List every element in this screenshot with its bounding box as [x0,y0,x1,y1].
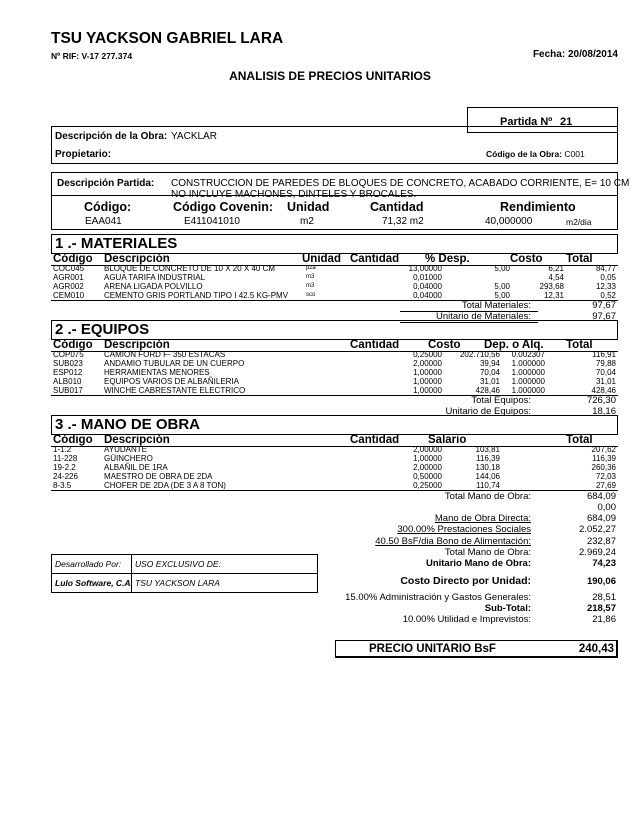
eq-cell-desc: WINCHE CABRESTANTE ELECTRICO [104,386,246,395]
eq-rows-bottom-line [51,395,618,396]
partida-v-rend: 40,000000 [485,216,533,227]
eq-cell-dep: 1.000000 [511,359,545,368]
materiales-section-title: 1 .- MATERIALES [51,234,618,254]
mat-cell-codigo: COC045 [53,264,85,273]
mat-total-underline [400,311,538,312]
mat-cell-costo: 4,54 [548,273,564,282]
mat-unit-label: Unitario de Materiales: [435,311,531,322]
dev-label: Desarrollado Por: [55,559,122,569]
mo-total2-label: Total Mano de Obra: [444,547,531,558]
eq-h-codigo: Código [53,339,93,351]
partida-v-unidad: m2 [300,216,314,227]
eq-cell-cantidad: 1,00000 [413,377,442,386]
mat-cell-unidad: sco [306,292,316,298]
eq-h-costo: Costo [428,339,461,351]
mo-unit-label: Unitario Mano de Obra: [425,558,531,569]
eq-cell-codigo: ESP012 [53,368,83,377]
table-row [53,273,616,282]
dev-value: Lulo Software, C.A. [55,578,133,588]
partida-desc-label: Descripción Partida: [57,178,155,189]
table-row [53,359,616,368]
partida-number: 21 [560,116,573,128]
obra-desc-label: Descripción de la Obra: [55,131,168,142]
partida-desc-line2: NO INCLUYE MACHONES, DINTELES Y BROCALES. [171,189,417,200]
partida-v-rend-unit: m2/dia [566,217,592,227]
eq-cell-cantidad: 2,00000 [413,359,442,368]
eq-cell-cantidad: 0,25000 [413,350,442,359]
mo-cell-total: 207,62 [591,445,616,454]
mo-cell-total: 72,03 [595,472,616,481]
mat-h-desp: % Desp. [425,253,470,265]
mat-cell-cantidad: 13,00000 [408,264,442,273]
utilidad-label: 10.00% Utilidad e Imprevistos: [402,614,531,625]
mo-cell-salario: 103,81 [475,445,500,454]
mo-h-salario: Salario [428,434,467,446]
mo-cell-desc: CHOFER DE 2DA (DE 3 A 8 TON) [104,481,226,490]
propietario-label: Propietario: [55,149,112,160]
mo-directa-value: 684,09 [586,513,616,524]
mo-h-cantidad: Cantidad [350,434,400,446]
mat-h-total: Total [566,253,593,265]
obra-desc-value: YACKLAR [171,131,217,142]
developer-box-divider [51,573,318,574]
mo-cell-desc: ALBAÑIL DE 1RA [104,463,168,472]
mo-directa-label: Mano de Obra Directa: [434,513,531,524]
mat-h-costo: Costo [510,253,543,265]
mat-cell-total: 12,33 [595,282,616,291]
subtotal-value: 218,57 [586,603,616,614]
mo-cell-codigo: 11-228 [53,454,78,463]
codigo-obra-label: Código de la Obra: [486,149,563,159]
mo-cell-desc: AYUDANTE [104,445,147,454]
mat-cell-unidad: m3 [306,274,315,280]
mo-total-value: 684,09 [586,491,616,502]
eq-cell-dep: 1.000000 [511,386,545,395]
partida-h-codigo: Código: [84,200,132,214]
mat-cell-total: 84,77 [595,264,616,273]
mat-h-descripcion: Descripción [104,253,170,265]
eq-h-descripcion: Descripción [104,339,170,351]
mo-prest-value: 2.052,27 [579,524,616,535]
eq-cell-costo: 428,46 [475,386,500,395]
utilidad-value: 21,86 [592,614,616,625]
mat-cell-codigo: AGR001 [53,273,84,282]
mo-cell-cantidad: 2,00000 [413,445,442,454]
eq-cell-desc: HERRAMIENTAS MENORES [104,368,210,377]
mo-unit-value: 74,23 [592,558,616,569]
mat-cell-total: 0,05 [600,273,616,282]
admin-label: 15.00% Administración y Gastos Generales: [345,592,531,603]
eq-cell-total: 31,01 [595,377,616,386]
mat-cell-codigo: CEM010 [53,291,85,300]
eq-cell-costo: 31,01 [479,377,500,386]
mat-h-cantidad: Cantidad [350,253,400,265]
eq-cell-costo: 70,04 [479,368,500,377]
partida-h-unidad: Unidad [287,200,330,214]
mo-cell-salario: 116,39 [476,454,500,463]
mo-cell-total: 27,69 [595,481,616,490]
mat-cell-cantidad: 0,04000 [413,291,442,300]
uso-label: USO EXCLUSIVO DE: [135,559,221,569]
mo-cell-desc: MAESTRO DE OBRA DE 2DA [104,472,213,481]
table-row [53,377,616,386]
mo-cell-codigo: 24-226 [53,472,78,481]
fecha: Fecha: 20/08/2014 [532,49,618,60]
mo-cell-total: 116,39 [592,454,616,463]
mat-rows-bottom-line [51,300,618,301]
precio-unitario-label: PRECIO UNITARIO BsF [369,643,496,655]
partida-label: Partida Nº [500,116,553,128]
mo-cell-total: 260,36 [591,463,616,472]
mo-cell-cantidad: 0,25000 [413,481,442,490]
partida-desc-line1: CONSTRUCCION DE PAREDES DE BLOQUES DE CONCRETO, ACABADO CORRIENTE, E= 10 CM [171,178,630,189]
eq-cell-desc: EQUIPOS VARIOS DE ALBAÑILERIA [104,377,240,386]
mat-cell-desc: ARENA LIGADA POLVILLO [104,282,203,291]
mo-cell-salario: 144,06 [475,472,500,481]
table-row [53,463,616,472]
eq-cell-desc: ANDAMIO TUBULAR DE UN CUERPO [104,359,245,368]
eq-h-cantidad: Cantidad [350,339,400,351]
mo-cell-desc: GÜINCHERO [104,454,153,463]
mo-bono-label: 40.50 BsF/dia Bono de Alimentación: [375,536,531,547]
mo-cell-salario: 110,74 [476,481,500,490]
partida-h-rendimiento: Rendimiento [500,200,576,214]
subtotal-label: Sub-Total: [484,603,531,614]
mano-section-title: 3 .- MANO DE OBRA [51,415,618,435]
table-row [53,350,616,359]
mo-total-label: Total Mano de Obra: [444,491,531,502]
admin-value: 28,51 [592,592,616,603]
table-row [53,282,616,291]
mat-cell-costo: 6,21 [548,264,564,273]
table-row [53,368,616,377]
mo-cell-cantidad: 2,00000 [413,463,442,472]
eq-cell-codigo: SUB017 [53,386,83,395]
mat-cell-cantidad: 0,04000 [413,282,442,291]
mo-cell-cantidad: 0,50000 [413,472,442,481]
table-row [53,472,616,481]
eq-cell-costo: 39,94 [479,359,500,368]
eq-cell-total: 70,04 [595,368,616,377]
mat-cell-desc: AGUA TARIFA INDUSTRIAL [104,273,206,282]
eq-cell-total: 428,46 [591,386,616,395]
table-row [53,386,616,395]
mo-bono-value: 232,87 [586,536,616,547]
page-title: ANALISIS DE PRECIOS UNITARIOS [229,69,431,83]
mo-cell-salario: 130,18 [475,463,500,472]
company-name: TSU YACKSON GABRIEL LARA [51,30,284,47]
eq-cell-codigo: ALB010 [53,377,82,386]
mat-cell-cantidad: 0,01000 [413,273,442,282]
partida-h-cantidad: Cantidad [370,200,424,214]
eq-cell-total: 116,91 [592,350,616,359]
eq-total-label: Total Equipos: [471,395,531,406]
mo-h-total: Total [566,434,593,446]
equipos-section-title: 2 .- EQUIPOS [51,320,618,340]
mo-zero-value: 0,00 [597,502,616,513]
mo-cell-cantidad: 1,00000 [413,454,442,463]
partida-v-codigo: EAA041 [85,216,122,227]
partida-v-cantidad: 71,32 m2 [382,216,424,227]
mat-cell-unidad: m3 [306,283,315,289]
eq-unit-value: 18,16 [592,406,616,417]
table-row [53,481,616,490]
table-row [53,445,616,454]
partida-h-covenin: Código Covenin: [173,200,273,214]
codigo-obra-value: C001 [564,149,585,159]
mo-rows-bottom-line [51,490,618,491]
mat-cell-codigo: AGR002 [53,282,84,291]
mat-cell-costo: 293,68 [539,282,564,291]
rif: Nº RIF: V-17 277.374 [51,51,133,61]
mat-cell-desc: CEMENTO GRIS PORTLAND TIPO I 42.5 KG-PMV [104,291,289,300]
uso-value: TSU YACKSON LARA [135,578,220,588]
costo-directo-value: 190,06 [586,576,616,587]
eq-cell-dep: 0.002307 [511,350,545,359]
eq-cell-desc: CAMION FORD F- 350 ESTACAS [104,350,226,359]
mat-total-label: Total Materiales: [461,300,531,311]
mo-h-descripcion: Descripción [104,434,170,446]
partida-v-covenin: E411041010 [184,216,240,227]
mat-cell-costo: 12,31 [543,291,564,300]
eq-cell-codigo: COP075 [53,350,84,359]
eq-cell-cantidad: 1,00000 [413,368,442,377]
mat-total-value: 97,67 [592,300,616,311]
mat-h-codigo: Código [53,253,93,265]
mo-h-codigo: Código [53,434,93,446]
mat-cell-desp: 5,00 [494,282,510,291]
mat-cell-total: 0,52 [600,291,616,300]
precio-unitario-value: 240,43 [578,643,614,655]
mo-cell-codigo: 8-3.5 [53,481,72,490]
costo-directo-label: Costo Directo por Unidad: [400,575,531,587]
table-row [53,454,616,463]
mat-cell-unidad: pza [306,265,316,271]
mo-prest-label: 300.00% Prestaciones Sociales [397,524,531,535]
eq-cell-dep: 1.000000 [511,368,545,377]
mo-cell-codigo: 1-1.2 [53,445,72,454]
eq-cell-cantidad: 1,00000 [413,386,442,395]
mo-cell-codigo: 19-2.2 [53,463,76,472]
eq-h-dep: Dep. o Alq. [484,339,544,351]
eq-h-total: Total [566,339,593,351]
mat-h-unidad: Unidad [302,253,341,265]
eq-unit-label: Unitario de Equipos: [445,406,531,417]
mat-cell-desp: 5,00 [494,291,510,300]
eq-cell-total: 79,88 [595,359,616,368]
eq-cell-costo: 202.710,56 [459,350,500,359]
codigo-obra [486,149,585,160]
mat-cell-desp: 5,00 [494,264,510,273]
eq-cell-codigo: SUB023 [53,359,83,368]
mat-unit-value: 97,67 [592,311,616,322]
table-row [53,264,616,273]
mo-total2-value: 2.969,24 [579,547,616,558]
eq-cell-dep: 1.000000 [511,377,545,386]
mat-cell-desc: BLOQUE DE CONCRETO DE 10 X 20 X 40 CM [104,264,276,273]
table-row [53,291,616,300]
eq-total-value: 726,30 [586,395,616,406]
